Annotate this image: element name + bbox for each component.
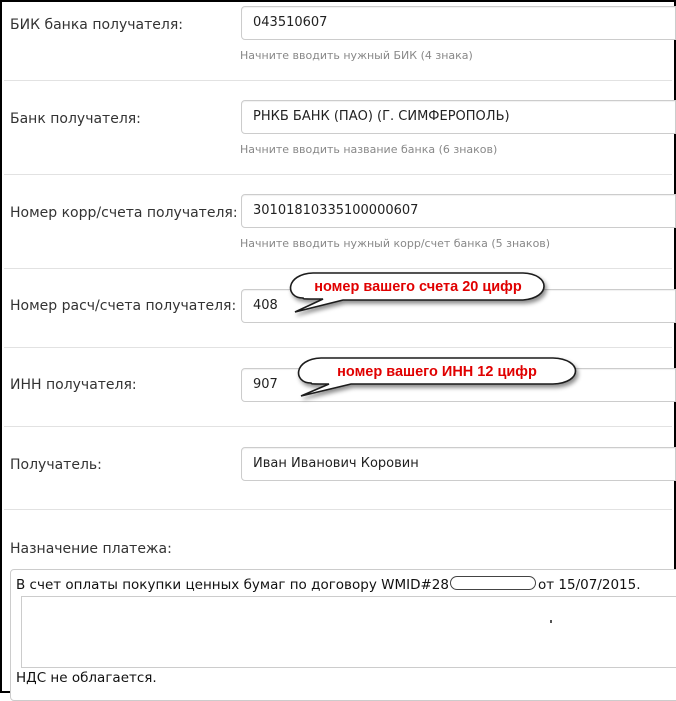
text-cursor-dot	[550, 620, 552, 623]
recipient-input[interactable]: Иван Иванович Коровин	[241, 447, 676, 481]
inn-input[interactable]: 907	[241, 368, 676, 402]
purpose-label: Назначение платежа:	[10, 541, 172, 557]
account-label: Номер расч/счета получателя:	[10, 298, 237, 314]
recipient-label: Получатель:	[10, 457, 102, 473]
redaction-mark	[450, 576, 536, 590]
corr-account-label: Номер корр/счета получателя:	[10, 205, 238, 221]
account-input[interactable]: 408	[241, 289, 676, 323]
bik-hint: Начните вводить нужный БИК (4 знака)	[240, 49, 473, 62]
inn-callout-text: номер вашего ИНН 12 цифр	[337, 364, 537, 380]
bik-row	[4, 2, 672, 81]
bank-label: Банк получателя:	[10, 111, 141, 127]
account-callout-text: номер вашего счета 20 цифр	[314, 279, 522, 295]
corr-account-input[interactable]: 30101810335100000607	[241, 194, 676, 228]
inn-callout	[291, 356, 583, 388]
corr-account-row	[4, 175, 672, 269]
corr-account-hint: Начните вводить нужный корр/счет банка (5 знаков)	[240, 237, 551, 250]
purpose-line-1-prefix: В счет оплаты покупки ценных бумаг по договору WMID#28	[16, 577, 449, 593]
account-callout	[283, 270, 553, 304]
bank-input[interactable]: РНКБ БАНК (ПАО) (Г. СИМФЕРОПОЛЬ)	[241, 100, 676, 134]
purpose-line-2: НДС не облагается.	[16, 670, 157, 686]
recipient-row	[4, 427, 672, 510]
inn-label: ИНН получателя:	[10, 377, 137, 393]
bank-hint: Начните вводить название банка (6 знаков)	[240, 143, 498, 156]
purpose-line-1	[16, 576, 641, 593]
bik-input[interactable]: 043510607	[241, 6, 676, 40]
bik-label: БИК банка получателя:	[10, 17, 183, 33]
bank-row	[4, 81, 672, 175]
purpose-line-1-suffix: от 15/07/2015.	[537, 577, 641, 593]
purpose-textarea[interactable]	[21, 596, 676, 668]
